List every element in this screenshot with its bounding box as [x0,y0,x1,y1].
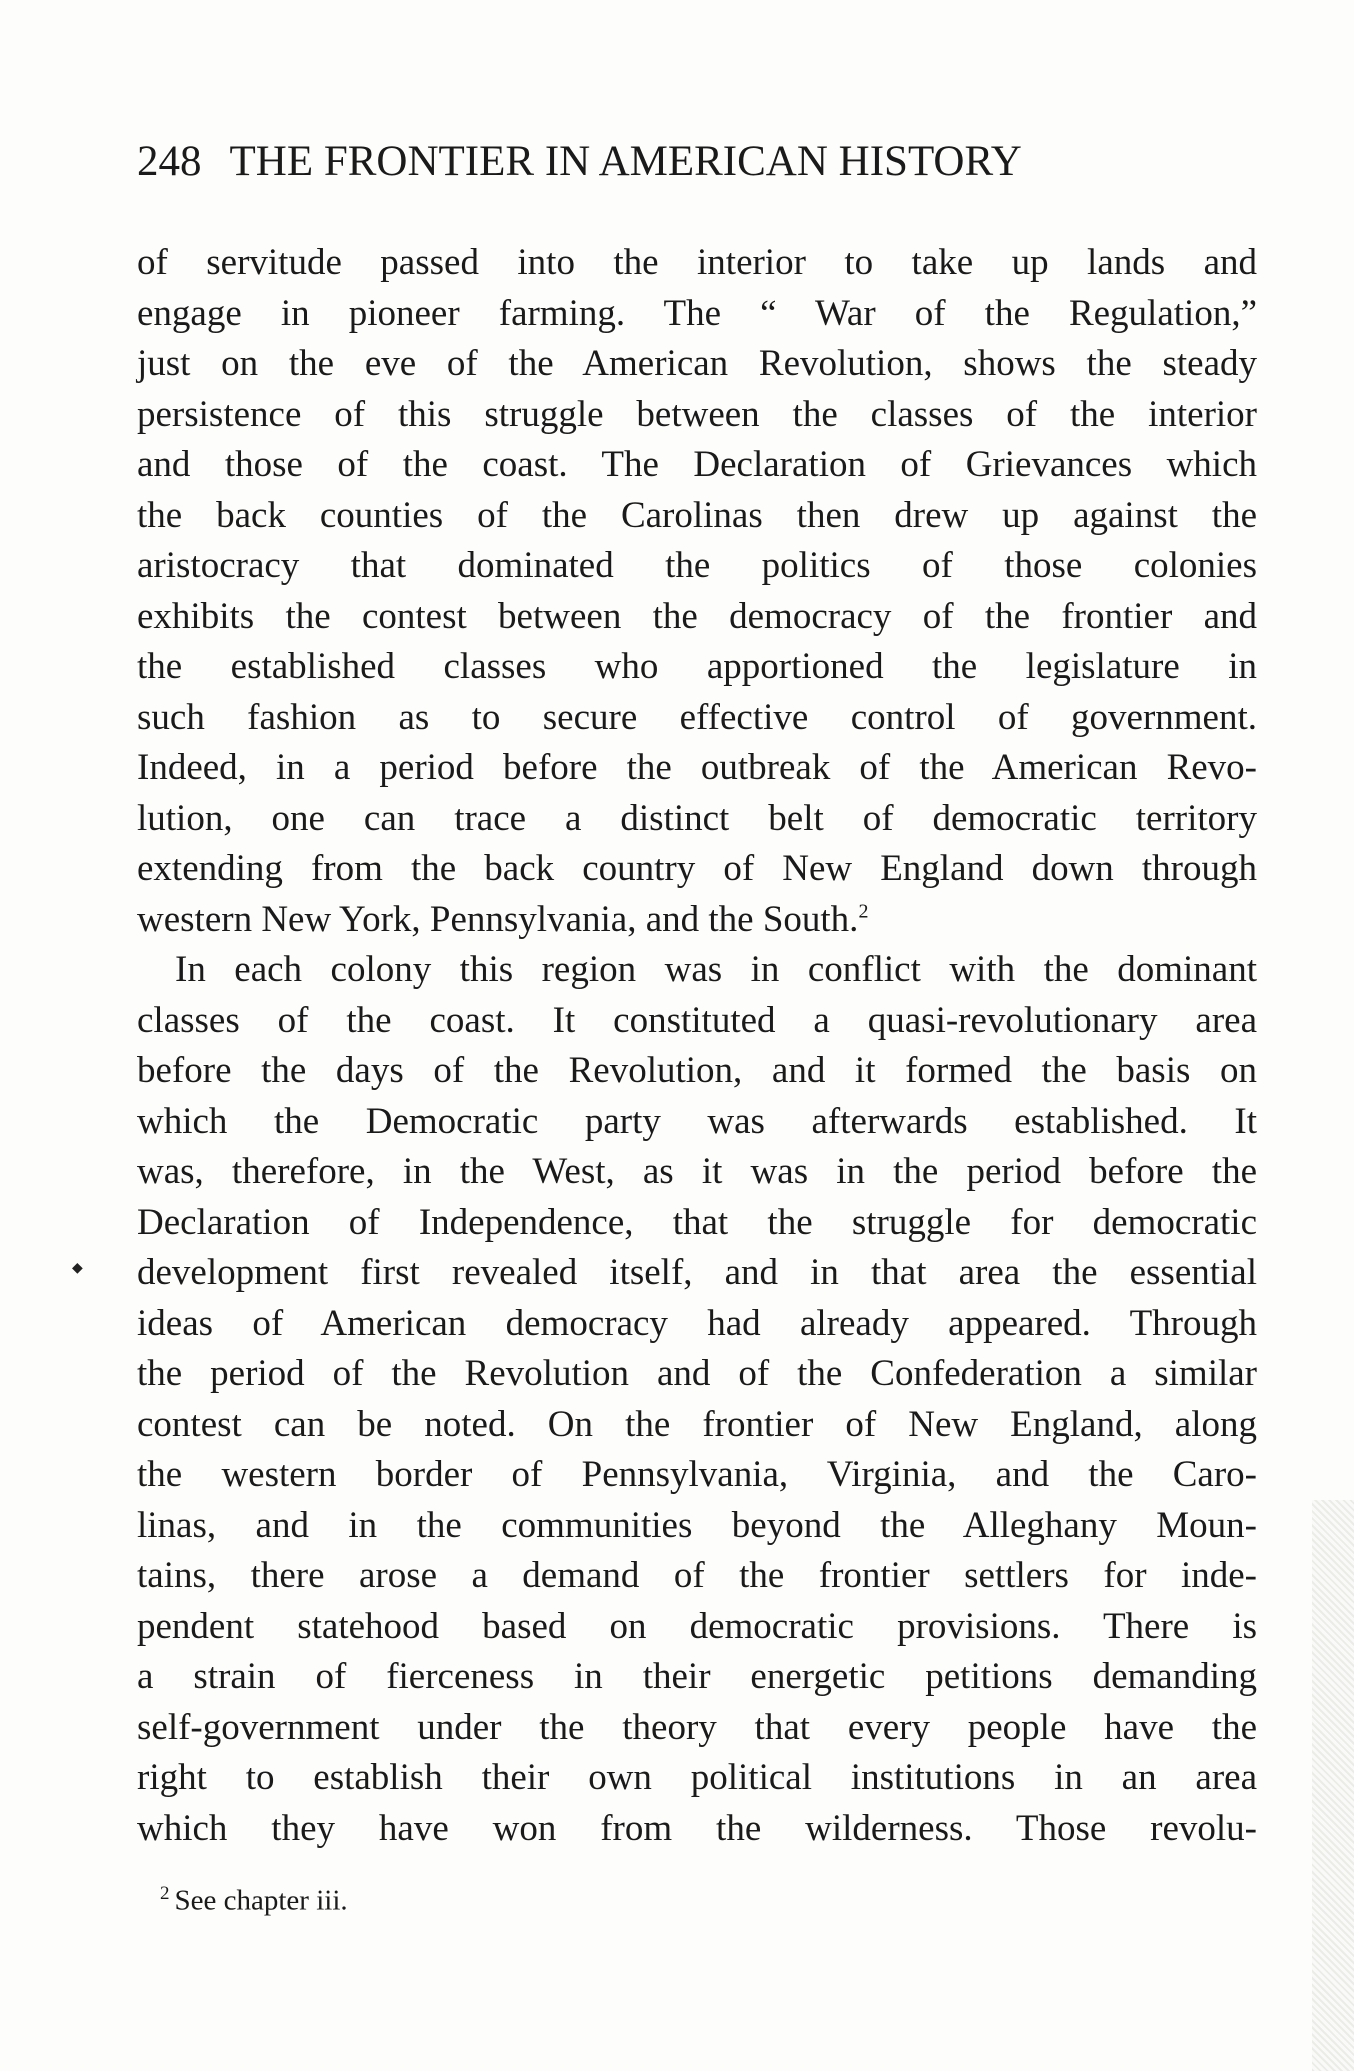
text-line: ideas of American democracy had already appeared. Through [137,1302,1257,1344]
text-line: before the days of the Revolution, and it formed the basis on [137,1050,1257,1091]
text-line: which they have won from the wilderness. Those revolu- [137,1807,1257,1849]
text-line: linas, and in the communities beyond the Alleghany Moun- [137,1504,1257,1546]
text-line: and those of the coast. The Declaration of Grievances which [137,444,1257,485]
text-line: such fashion as to secure effective control of government. [137,696,1257,738]
text-line: self-government under the theory that every people have the [137,1706,1257,1748]
scan-page-edge [1312,1500,1354,2071]
text-line: the period of the Revolution and of the Confederation a similar [137,1353,1257,1394]
running-header [137,140,1022,183]
scan-speck-icon: ◆ [72,1260,83,1276]
text-line: the western border of Pennsylvania, Virginia, and the Caro- [137,1454,1257,1495]
text-line: was, therefore, in the West, as it was in the period before the [137,1151,1257,1192]
running-title: THE FRONTIER IN AMERICAN HISTORY [229,138,1022,185]
text-line: lution, one can trace a distinct belt of democratic territory [137,797,1257,839]
footnote [160,1883,348,1918]
text-line: development first revealed itself, and in that area the essential [137,1252,1257,1293]
text-line: the established classes who apportioned the legislature in [137,646,1257,687]
text-line: extending from the back country of New England down through [137,848,1257,889]
text-line: the back counties of the Carolinas then drew up against the [137,494,1257,536]
text-line: aristocracy that dominated the politics of those colonies [137,545,1257,586]
text-line-content: western New York, Pennsylvania, and the South. [137,898,859,940]
text-line: pendent statehood based on democratic provisions. There is [137,1605,1257,1647]
text-line: exhibits the contest between the democracy of the frontier and [137,595,1257,637]
footnote-text: See chapter iii. [174,1884,348,1917]
text-line: Declaration of Independence, that the struggle for democratic [137,1201,1257,1243]
paragraph-start-line: In each colony this region was in conflict with the dominant [175,949,1257,990]
page-number: 248 [137,138,202,185]
text-line: persistence of this struggle between the classes of the interior [137,393,1257,435]
text-line: engage in pioneer farming. The “ War of the Regulation,” [137,292,1257,334]
footnote-reference[interactable]: 2 [858,900,869,923]
text-line: contest can be noted. On the frontier of New England, along [137,1403,1257,1445]
text-line: tains, there arose a demand of the frontier settlers for inde- [137,1555,1257,1596]
text-line: just on the eve of the American Revolution, shows the steady [137,343,1257,384]
text-line: a strain of fierceness in their energetic petitions demanding [137,1656,1257,1697]
text-line: which the Democratic party was afterwards established. It [137,1100,1257,1142]
text-line: Indeed, in a period before the outbreak of the American Revo- [137,747,1257,788]
text-line [137,895,1257,946]
body-text [137,238,1257,1854]
text-line: classes of the coast. It constituted a quasi-revolutionary area [137,999,1257,1041]
text-line: of servitude passed into the interior to take up lands and [137,242,1257,283]
text-line: right to establish their own political institutions in an area [137,1757,1257,1798]
footnote-marker: 2 [160,1883,170,1904]
